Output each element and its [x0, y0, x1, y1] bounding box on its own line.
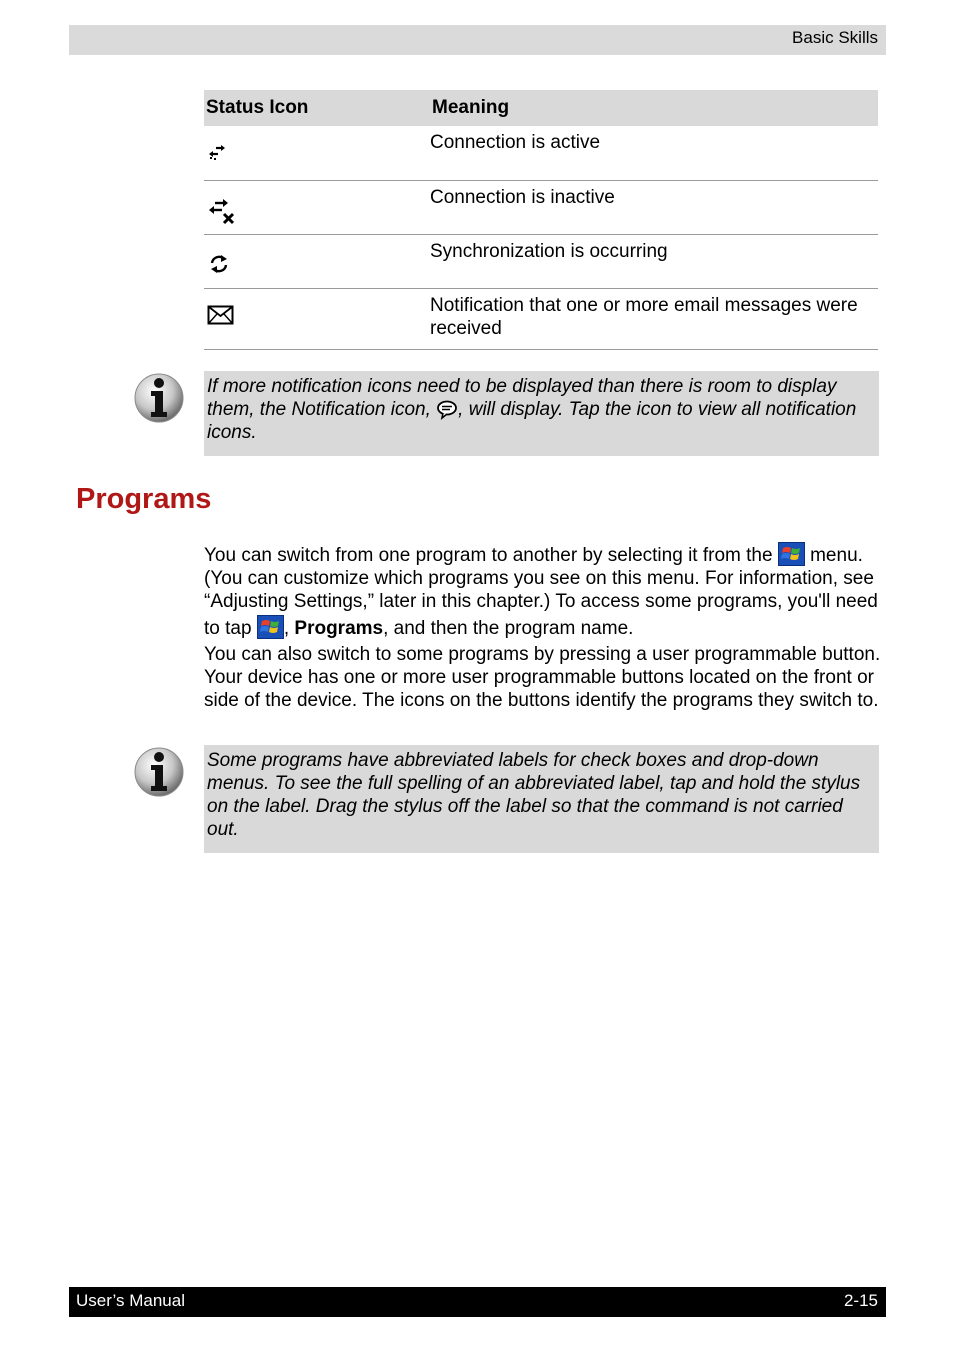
page-footer — [69, 1287, 886, 1317]
status-meaning: Connection is inactive — [430, 181, 878, 235]
table-header-row — [204, 90, 878, 126]
connection-active-icon — [207, 144, 229, 164]
page-header — [69, 25, 886, 55]
paragraph-text: menu. (You can customize which programs you see on this menu. For information, see “Adjusting Settings,” later in this chapter.) To access some programs, you'll need to tap — [204, 545, 878, 639]
col-header-status-icon: Status Icon — [204, 90, 430, 126]
paragraph-text: You can switch from one program to another by selecting it from the — [204, 545, 778, 566]
paragraph-text: , — [283, 618, 295, 639]
notification-icon — [436, 400, 458, 420]
info-icon — [133, 372, 185, 424]
header-section-title: Basic Skills — [792, 28, 878, 47]
page-number: 2-15 — [843, 1291, 878, 1310]
paragraph — [204, 542, 884, 640]
note-box: Some programs have abbreviated labels for check boxes and drop-down menus. To see the full spelling of an abbreviated label, tap and hold the stylus on the label. Drag the stylus off the label so that the command is not carried out. — [204, 745, 879, 853]
section-title: Programs — [76, 483, 212, 515]
table-row — [204, 289, 878, 350]
start-menu-icon — [778, 542, 805, 566]
status-meaning: Notification that one or more email messages were received — [430, 289, 878, 350]
footer-manual-title: User’s Manual — [76, 1291, 185, 1310]
info-icon — [133, 746, 185, 798]
connection-inactive-icon — [207, 199, 237, 225]
paragraph-text: , and then the program name. — [383, 618, 634, 639]
sync-icon — [207, 253, 231, 275]
table-row — [204, 235, 878, 289]
email-icon — [207, 305, 235, 325]
status-icon-table — [204, 90, 878, 350]
note-box — [204, 371, 879, 456]
paragraph: You can also switch to some programs by pressing a user programmable button. Your device has one or more user programmable buttons located on the front or side of the device. The icons on the buttons identify the programs they switch to. — [204, 644, 881, 711]
table-row — [204, 126, 878, 181]
table-row — [204, 181, 878, 235]
note-text-end: , will display. Tap the icon to view all notification icons. — [207, 399, 857, 443]
start-menu-icon — [257, 615, 284, 639]
note-text-start: If more notification icons need to be displayed than there is room to display them, the Notification icon, — [207, 376, 837, 420]
status-meaning: Connection is active — [430, 126, 878, 181]
col-header-meaning: Meaning — [430, 90, 878, 126]
status-meaning: Synchronization is occurring — [430, 235, 878, 289]
programs-menu-label: Programs — [294, 618, 384, 639]
